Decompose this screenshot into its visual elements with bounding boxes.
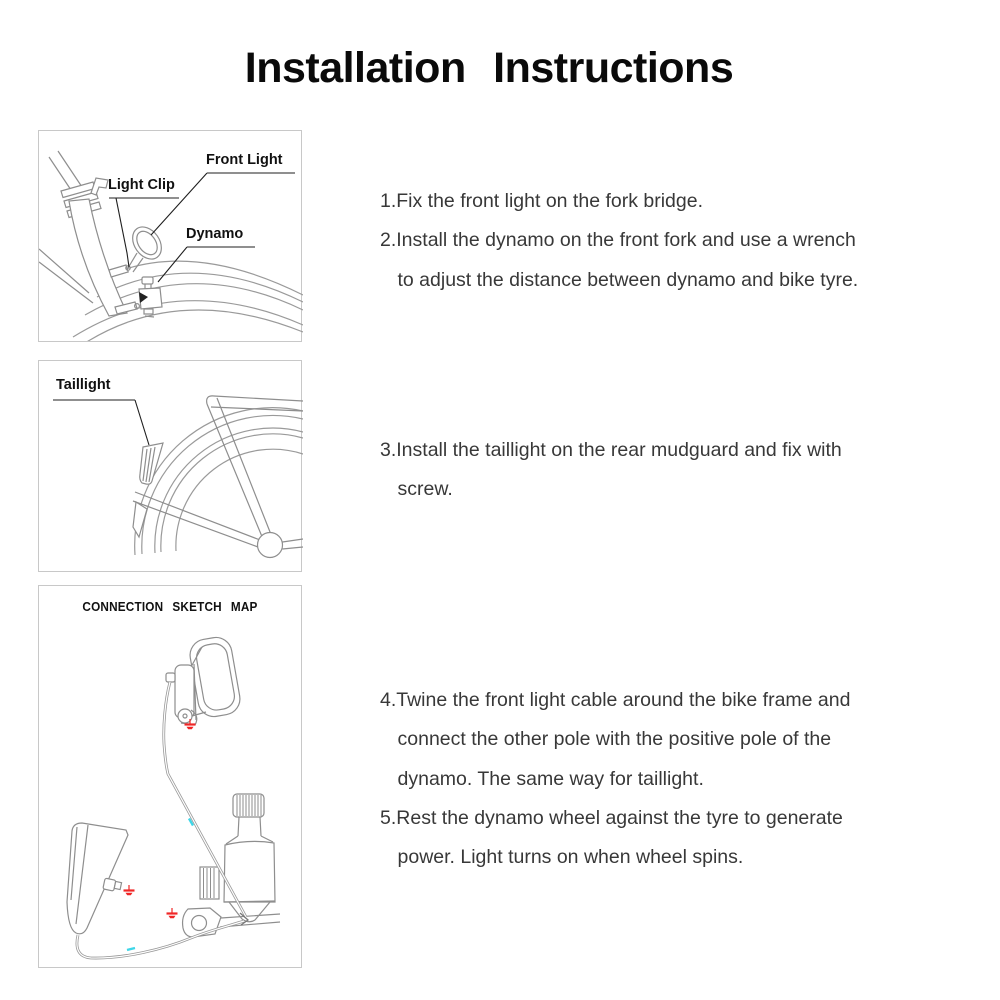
ground-symbol (167, 908, 178, 918)
instruction-steps-1-2 (380, 182, 858, 300)
instruction-line: 4.Twine the front light cable around the bike frame and (380, 689, 851, 711)
instruction-line: 3.Install the taillight on the rear mudguard and fix with (380, 439, 842, 461)
cables-drawing (77, 682, 248, 958)
instruction-line: to adjust the distance between dynamo and bike tyre. (397, 268, 859, 291)
cable-mark (127, 948, 135, 950)
page-title: Installation Instructions (244, 44, 734, 92)
rear-assembly-panel (38, 360, 302, 572)
taillight-label: Taillight (56, 377, 111, 393)
taillight-drawing (140, 443, 163, 484)
taillight-drawing (67, 823, 128, 934)
fork-drawing (39, 151, 139, 316)
front-assembly-panel (38, 130, 302, 342)
instruction-line: dynamo. The same way for taillight. (397, 767, 704, 790)
ground-symbol (124, 885, 135, 895)
connection-panel (38, 585, 302, 968)
instruction-line: power. Light turns on when wheel spins. (397, 846, 744, 869)
instruction-line: connect the other pole with the positive pole of the (397, 728, 832, 751)
connection-diagram (39, 586, 303, 967)
dynamo-drawing (139, 277, 162, 317)
instruction-steps-4-5 (380, 681, 850, 877)
dynamo-drawing (183, 794, 280, 937)
front-light-label: Front Light (206, 152, 283, 168)
instruction-line: 1.Fix the front light on the fork bridge. (380, 190, 704, 212)
headlamp-drawing (166, 635, 242, 725)
instruction-line: 5.Rest the dynamo wheel against the tyre to generate (380, 806, 843, 829)
dynamo-label: Dynamo (186, 226, 244, 242)
instruction-line: 2.Install the dynamo on the front fork and use a wrench (380, 229, 856, 252)
connection-heading: CONNECTION SKETCH MAP (82, 600, 258, 614)
instruction-step-3 (380, 431, 842, 510)
light-clip-label: Light Clip (108, 177, 175, 193)
frame-drawing (133, 396, 303, 558)
instruction-line: screw. (397, 478, 453, 501)
callout-lines (53, 400, 149, 445)
